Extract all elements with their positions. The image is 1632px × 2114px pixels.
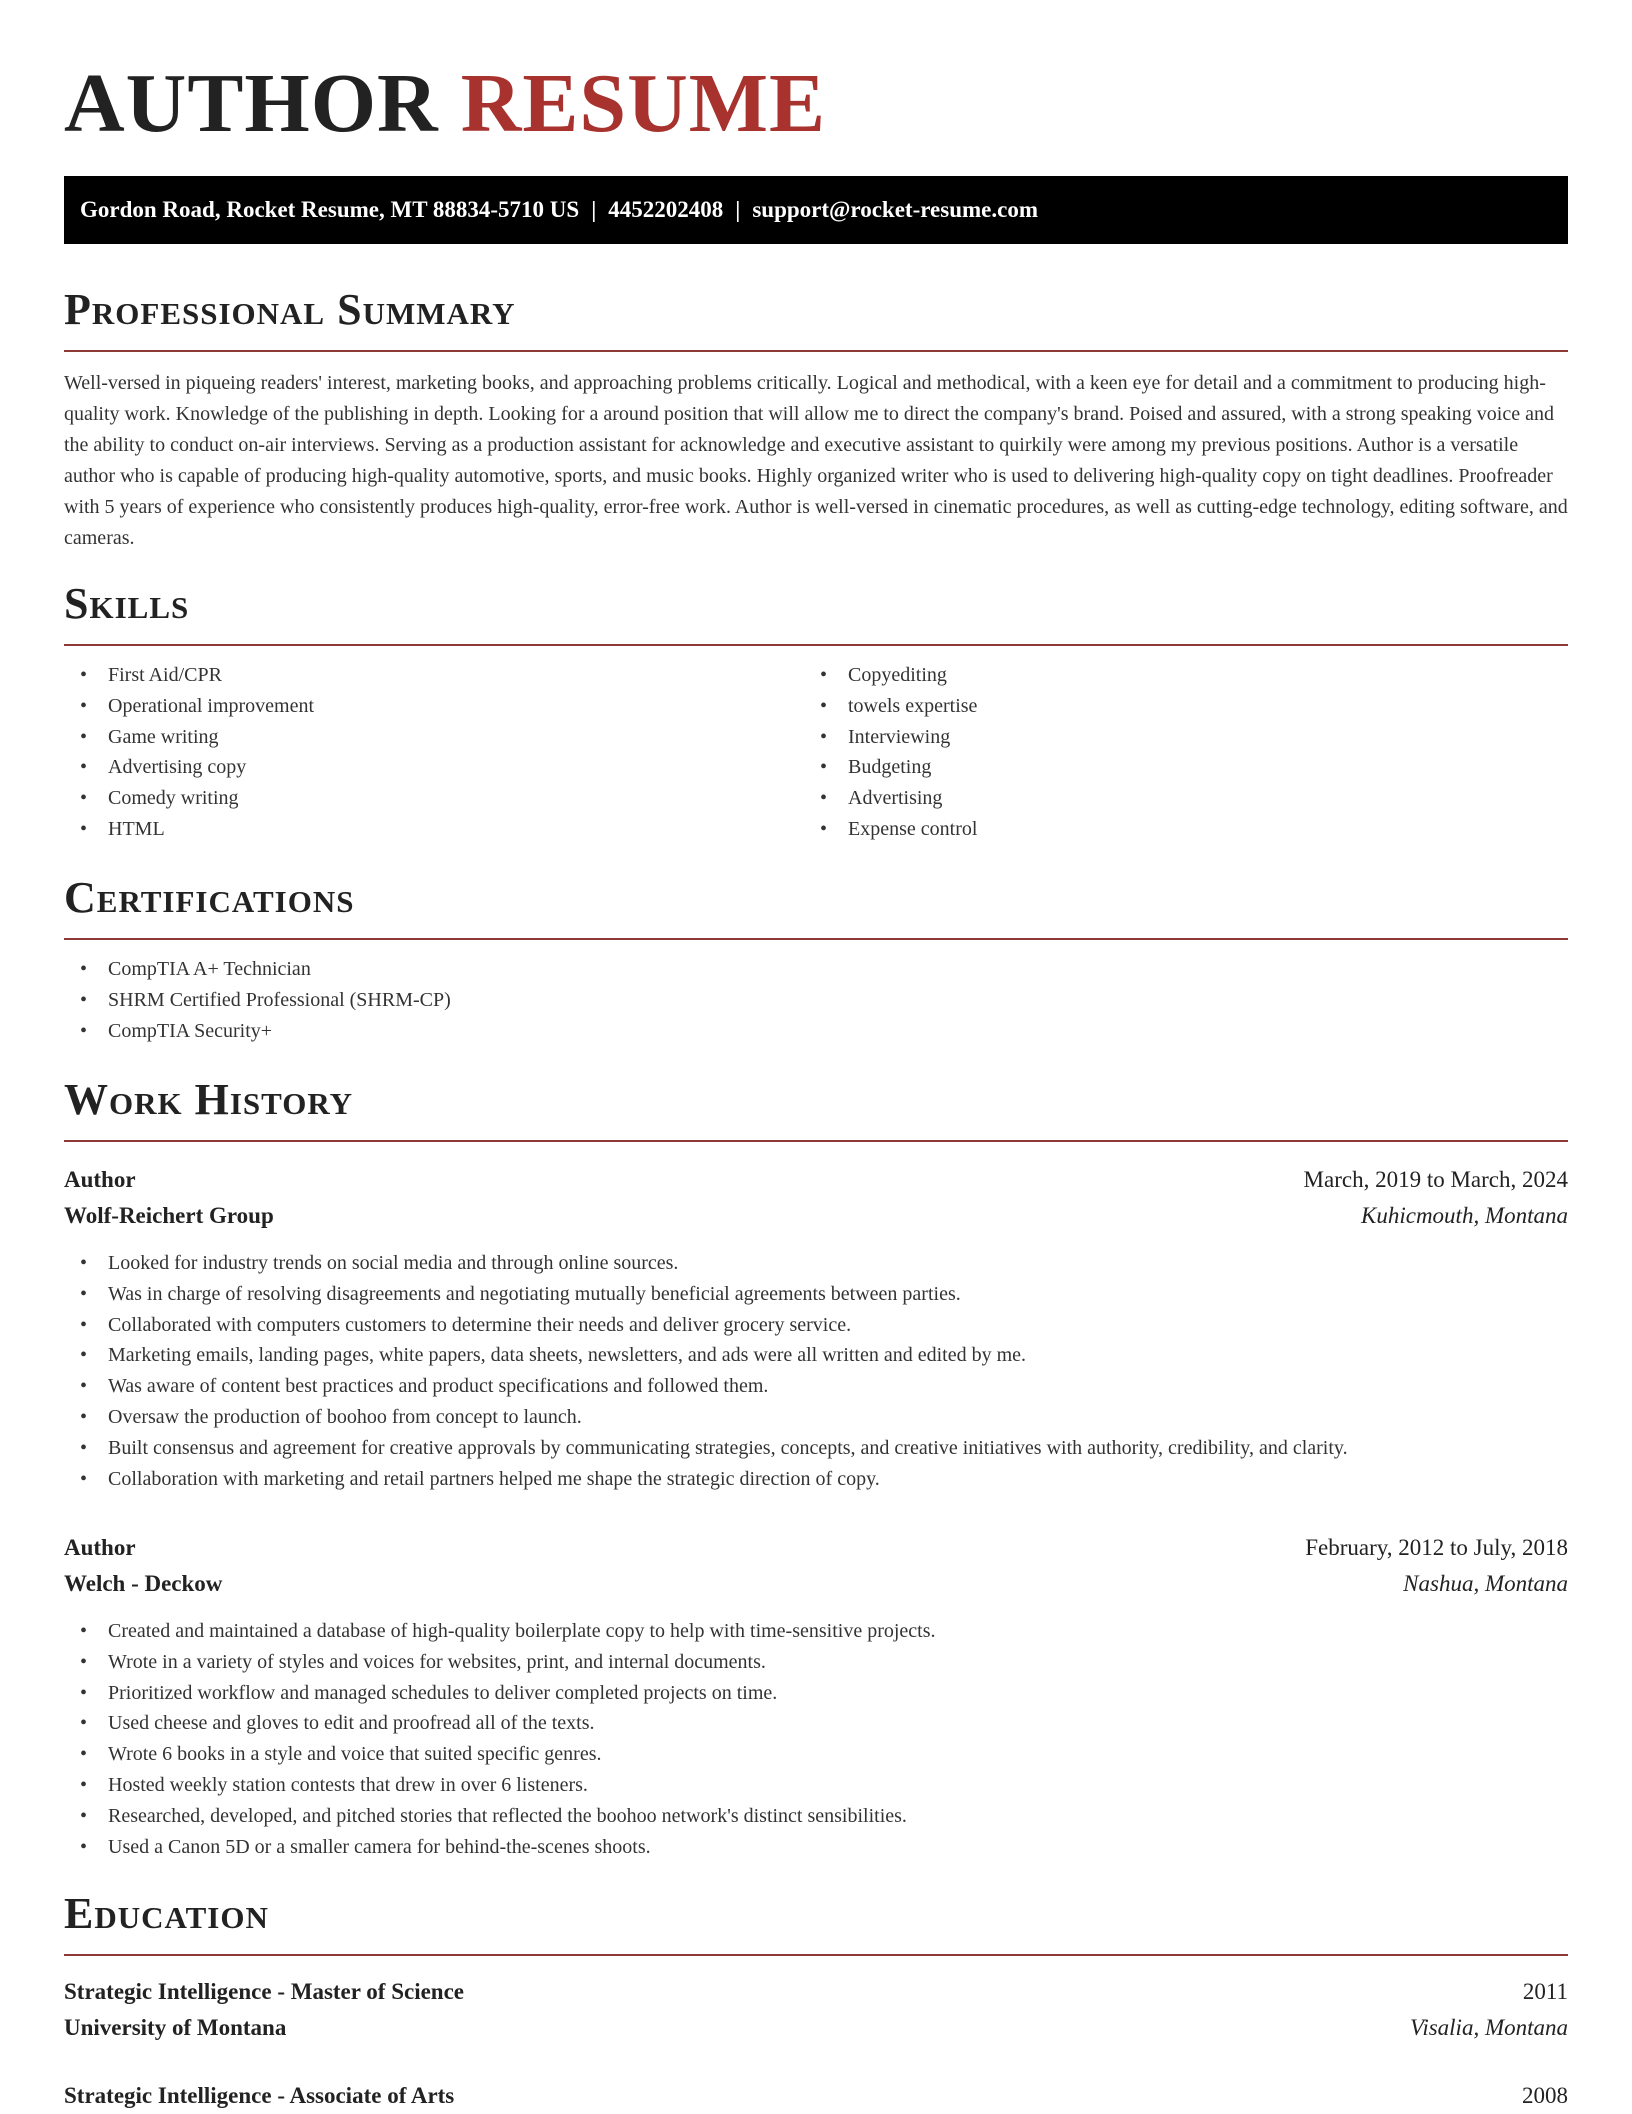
skill-item: • HTML — [64, 814, 804, 845]
skill-item: • Operational improvement — [64, 691, 804, 722]
certification-item: • CompTIA A+ Technician — [64, 954, 1568, 985]
skill-item: • Game writing — [64, 722, 804, 753]
education-location: Visalia, Montana — [1409, 2015, 1568, 2040]
certification-item: • SHRM Certified Professional (SHRM-CP) — [64, 985, 1568, 1016]
contact-address: Gordon Road, Rocket Resume, MT 88834-5710 US — [80, 197, 580, 222]
education-year: 2008 — [1522, 2083, 1568, 2108]
skill-item: • Advertising — [804, 783, 1544, 814]
certifications-heading: Certifications — [64, 873, 355, 922]
contact-bar — [64, 176, 1568, 244]
name-last: RESUME — [460, 57, 827, 150]
skill-item: • Advertising copy — [64, 752, 804, 783]
skill-item: • First Aid/CPR — [64, 660, 804, 691]
job-duty: • Looked for industry trends on social media and through online sources. — [64, 1248, 1568, 1279]
job-duties-list — [64, 1616, 1568, 1862]
education-degree-row — [64, 1974, 1568, 2010]
job-location: Nashua, Montana — [1403, 1571, 1568, 1596]
job-duty: • Researched, developed, and pitched stories that reflected the boohoo network's distinct sensibilities. — [64, 1801, 1568, 1832]
job-company: Welch - Deckow — [64, 1571, 223, 1596]
job-entry — [64, 1162, 1568, 1494]
skills-heading: Skills — [64, 579, 190, 628]
job-duty: • Created and maintained a database of high-quality boilerplate copy to help with time-sensitive projects. — [64, 1616, 1568, 1647]
job-duty: • Marketing emails, landing pages, white papers, data sheets, newsletters, and ads were all written and edited by me. — [64, 1340, 1568, 1371]
contact-email: support@rocket-resume.com — [752, 197, 1038, 222]
contact-phone: 4452202408 — [608, 197, 724, 222]
name-first: AUTHOR — [64, 57, 439, 150]
job-duty: • Hosted weekly station contests that drew in over 6 listeners. — [64, 1770, 1568, 1801]
job-location: Kuhicmouth, Montana — [1361, 1203, 1568, 1228]
education-year: 2011 — [1522, 1979, 1568, 2004]
job-duty: • Used cheese and gloves to edit and proofread all of the texts. — [64, 1708, 1568, 1739]
job-duty: • Was aware of content best practices and product specifications and followed them. — [64, 1371, 1568, 1402]
contact-separator: | — [591, 197, 597, 222]
job-duty: • Built consensus and agreement for creative approvals by communicating strategies, concepts, and creative initiatives with authority, credibility, and clarity. — [64, 1433, 1568, 1464]
job-entry — [64, 1530, 1568, 1862]
skill-item: • Budgeting — [804, 752, 1544, 783]
education-entry — [64, 2078, 1568, 2114]
job-title: Author — [64, 1535, 136, 1560]
skills-section — [64, 578, 1568, 845]
section-divider — [64, 644, 1568, 646]
contact-separator: | — [735, 197, 741, 222]
job-header-row — [64, 1530, 1568, 1566]
job-duty: • Used a Canon 5D or a smaller camera for behind-the-scenes shoots. — [64, 1832, 1568, 1863]
resume-name — [64, 58, 826, 150]
education-section — [64, 1888, 1568, 1956]
skill-item: • towels expertise — [804, 691, 1544, 722]
job-duty: • Collaboration with marketing and retail partners helped me shape the strategic direction of copy. — [64, 1464, 1568, 1495]
education-heading: Education — [64, 1889, 269, 1938]
section-divider — [64, 1954, 1568, 1956]
certifications-section — [64, 872, 1568, 1046]
summary-text: Well-versed in piqueing readers' interest, marketing books, and approaching problems critically. Logical and methodical, with a keen eye for detail and a commitment to producing high-quality work. Knowledge of the publishing in depth. Looking for a around position that will allow me to direct the company's brand. Poised and assured, with a strong speaking voice and the ability to conduct on-air interviews. Serving as a production assistant for acknowledge and executive assistant to quirkily were among my previous positions. Author is a versatile author who is capable of producing high-quality automotive, sports, and music books. Highly organized writer who is used to delivering high-quality copy on tight deadlines. Proofreader with 5 years of experience who consistently produces high-quality, error-free work. Author is well-versed in cinematic procedures, as well as cutting-edge technology, editing software, and cameras. — [64, 372, 1568, 549]
education-degree: Strategic Intelligence - Master of Science — [64, 1979, 465, 2004]
section-divider — [64, 350, 1568, 352]
job-dates: February, 2012 to July, 2018 — [1305, 1535, 1568, 1560]
job-duty: • Wrote 6 books in a style and voice that suited specific genres. — [64, 1739, 1568, 1770]
job-company-row — [64, 1566, 1568, 1602]
education-school-row — [64, 2010, 1568, 2046]
skills-list-left — [64, 660, 804, 845]
skill-item: • Comedy writing — [64, 783, 804, 814]
skill-item: • Interviewing — [804, 722, 1544, 753]
job-duty: • Collaborated with computers customers to determine their needs and deliver grocery service. — [64, 1310, 1568, 1341]
job-company-row — [64, 1198, 1568, 1234]
job-dates: March, 2019 to March, 2024 — [1303, 1167, 1568, 1192]
work-history-heading: Work History — [64, 1075, 354, 1124]
skills-columns — [64, 660, 1568, 845]
summary-section — [64, 284, 1568, 554]
skill-item: • Copyediting — [804, 660, 1544, 691]
job-title: Author — [64, 1167, 136, 1192]
skill-item: • Expense control — [804, 814, 1544, 845]
education-degree-row — [64, 2078, 1568, 2114]
education-school: University of Montana — [64, 2015, 287, 2040]
job-header-row — [64, 1162, 1568, 1198]
work-history-section — [64, 1074, 1568, 1142]
certifications-list — [64, 954, 1568, 1046]
job-duty: • Oversaw the production of boohoo from concept to launch. — [64, 1402, 1568, 1433]
certification-item: • CompTIA Security+ — [64, 1016, 1568, 1047]
skills-list-right — [804, 660, 1544, 845]
education-degree: Strategic Intelligence - Associate of Arts — [64, 2083, 455, 2108]
section-divider — [64, 938, 1568, 940]
job-duty: • Prioritized workflow and managed schedules to deliver completed projects on time. — [64, 1678, 1568, 1709]
job-duty: • Wrote in a variety of styles and voices for websites, print, and internal documents. — [64, 1647, 1568, 1678]
job-company: Wolf-Reichert Group — [64, 1203, 274, 1228]
summary-heading: Professional Summary — [64, 285, 516, 334]
job-duties-list — [64, 1248, 1568, 1494]
job-duty: • Was in charge of resolving disagreements and negotiating mutually beneficial agreements between parties. — [64, 1279, 1568, 1310]
education-entry — [64, 1974, 1568, 2046]
section-divider — [64, 1140, 1568, 1142]
